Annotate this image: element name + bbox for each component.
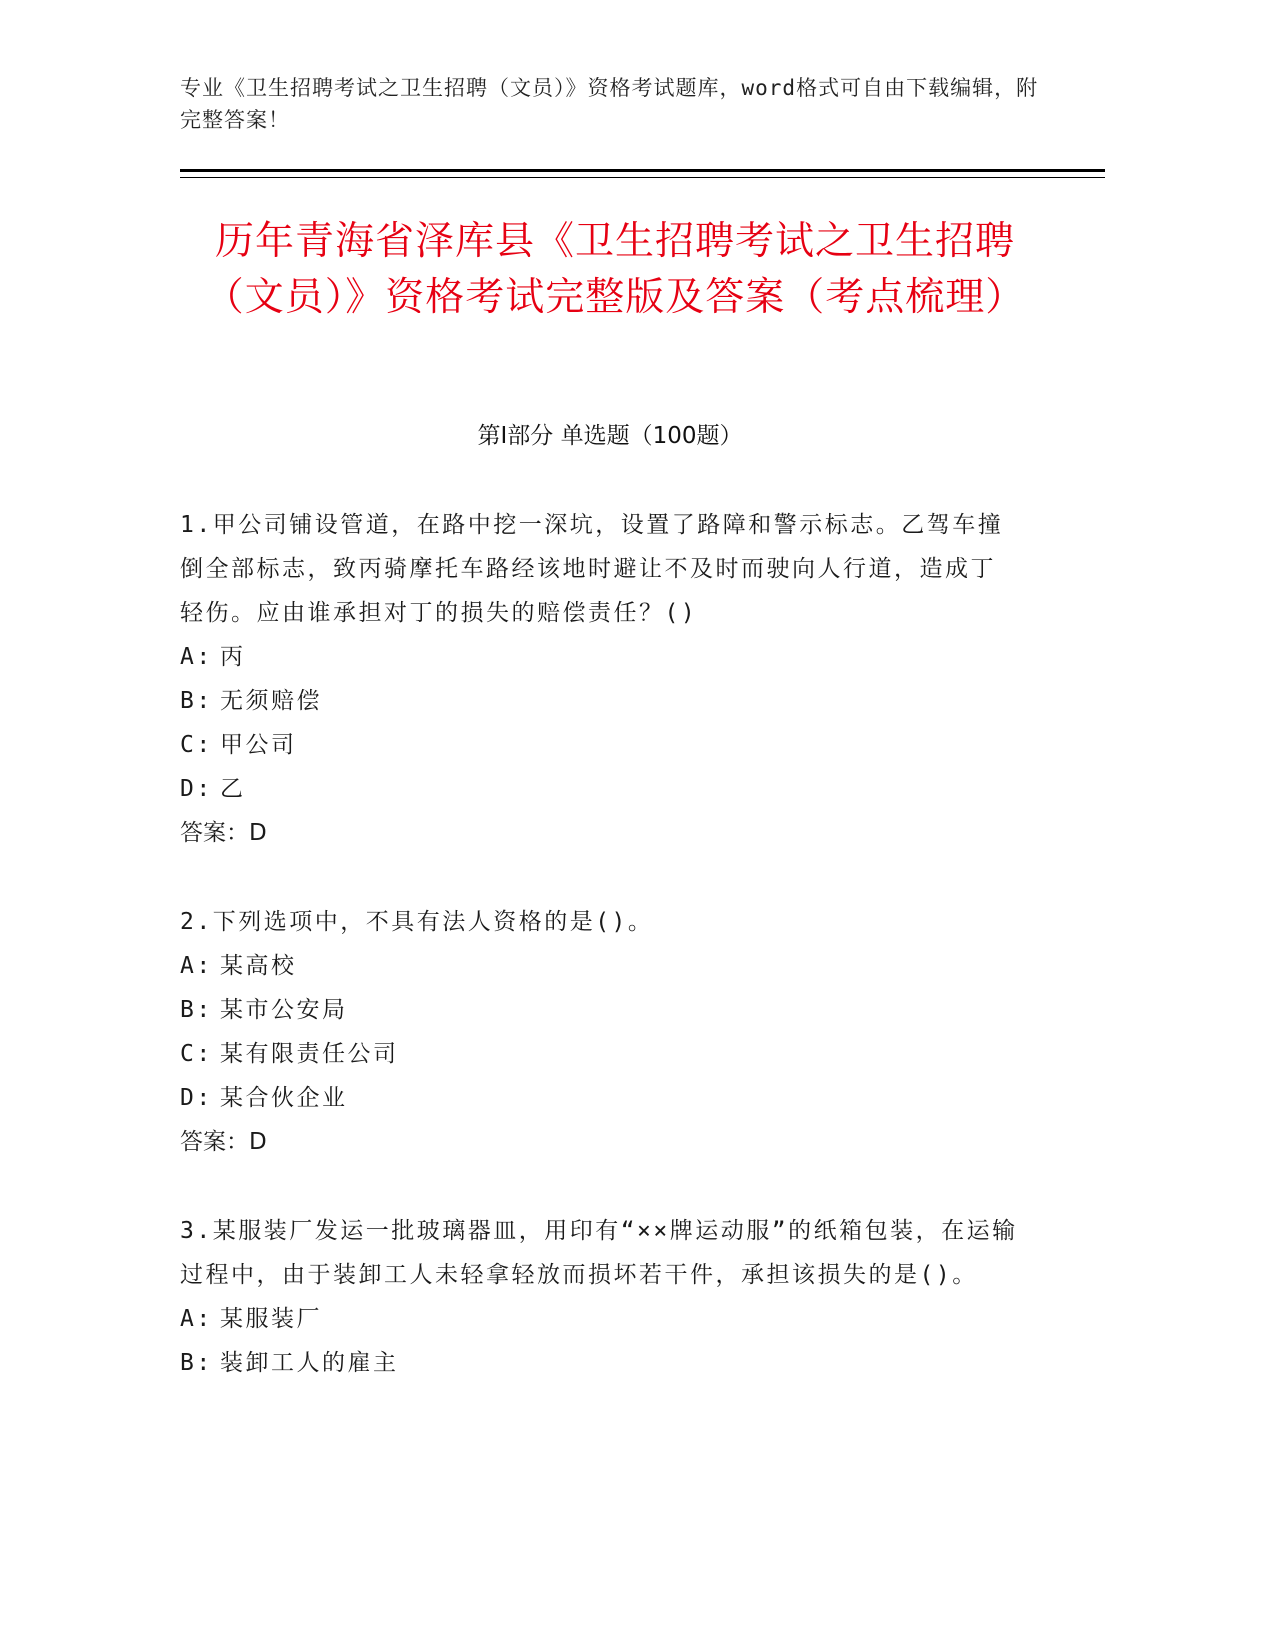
option-a — [180, 635, 1020, 679]
option-key: B: — [180, 997, 213, 1023]
question-list — [180, 503, 1020, 1430]
option-c — [180, 723, 1020, 767]
option-key: C: — [180, 1041, 213, 1067]
option-key: D: — [180, 776, 213, 802]
option-b — [180, 1341, 1020, 1385]
option-text: 某有限责任公司 — [220, 1041, 399, 1067]
header-divider-thin — [180, 177, 1105, 178]
header-divider-thick — [180, 169, 1105, 172]
section-title: 第I部分 单选题（100题） — [477, 423, 743, 449]
question-stem: 2.下列选项中，不具有法人资格的是()。 — [180, 909, 654, 935]
question-1 — [180, 503, 1020, 855]
option-key: A: — [180, 644, 213, 670]
question-stem: 3.某服装厂发运一批玻璃器皿，用印有“××牌运动服”的纸箱包装，在运输过程中，由于装卸工人未轻拿轻放而损坏若干件，承担该损失的是()。 — [180, 1218, 1018, 1288]
option-text: 装卸工人的雇主 — [220, 1350, 399, 1376]
option-text: 丙 — [220, 644, 246, 670]
option-text: 乙 — [220, 776, 246, 802]
header-note: 专业《卫生招聘考试之卫生招聘（文员）》资格考试题库，word格式可自由下载编辑，附完整答案！ — [180, 76, 1039, 132]
answer-line: 答案：D — [180, 1129, 267, 1155]
option-key: A: — [180, 1306, 213, 1332]
question-2 — [180, 900, 1020, 1164]
option-b — [180, 679, 1020, 723]
option-text: 某服装厂 — [220, 1306, 322, 1332]
option-key: B: — [180, 1350, 213, 1376]
option-d — [180, 1076, 1020, 1120]
option-key: A: — [180, 953, 213, 979]
option-text: 某合伙企业 — [220, 1085, 348, 1111]
option-b — [180, 988, 1020, 1032]
option-c — [180, 1032, 1020, 1076]
option-key: D: — [180, 1085, 213, 1111]
option-d — [180, 767, 1020, 811]
option-a — [180, 1297, 1020, 1341]
option-key: C: — [180, 732, 213, 758]
option-text: 甲公司 — [220, 732, 297, 758]
question-3 — [180, 1209, 1020, 1385]
option-a — [180, 944, 1020, 988]
option-key: B: — [180, 688, 213, 714]
document-title: 历年青海省泽库县《卫生招聘考试之卫生招聘（文员）》资格考试完整版及答案（考点梳理） — [204, 219, 1026, 320]
question-stem: 1.甲公司铺设管道，在路中挖一深坑，设置了路障和警示标志。乙驾车撞倒全部标志，致丙骑摩托车路经该地时避让不及时而驶向人行道，造成丁轻伤。应由谁承担对丁的损失的赔偿责任？() — [180, 512, 1004, 626]
answer-line: 答案：D — [180, 820, 267, 846]
option-text: 某市公安局 — [220, 997, 348, 1023]
option-text: 无须赔偿 — [220, 688, 322, 714]
option-text: 某高校 — [220, 953, 297, 979]
